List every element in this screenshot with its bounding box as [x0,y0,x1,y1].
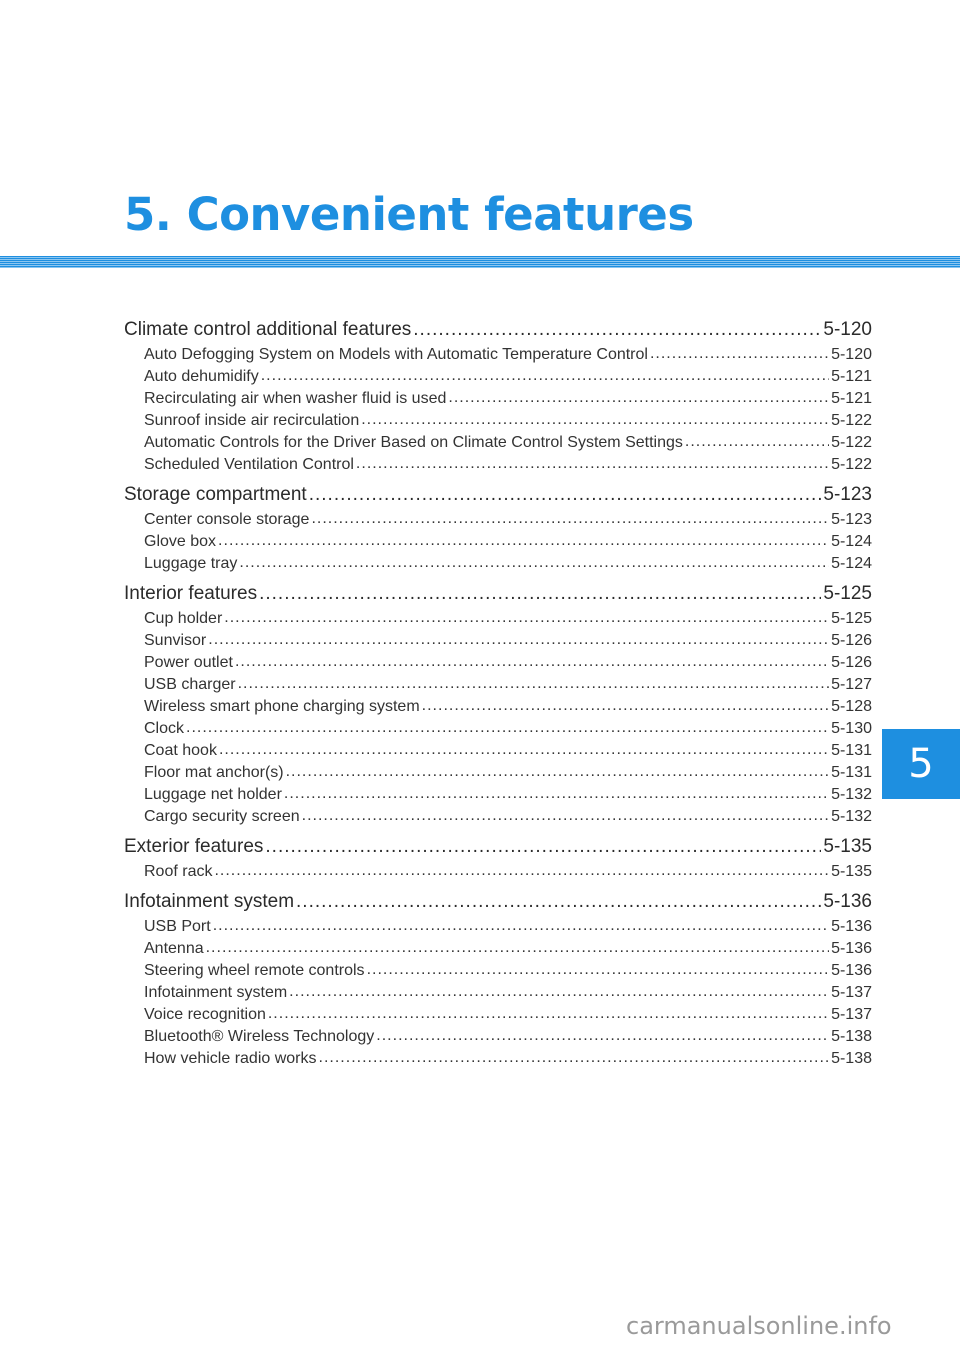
dot-leader [422,695,829,711]
dot-leader [261,365,829,381]
dot-leader [208,629,829,645]
dot-leader [206,937,829,953]
toc-sub-title: Scheduled Ventilation Control [144,456,354,473]
toc-sub-page: 5-121 [831,390,872,407]
toc-main-entry[interactable] [124,316,872,343]
dot-leader [259,580,821,599]
toc-sub-entry[interactable] [124,959,872,981]
toc-sub-page: 5-123 [831,511,872,528]
toc-sub-title: Center console storage [144,511,310,528]
dot-leader [309,481,822,500]
toc-sub-page: 5-120 [831,346,872,363]
toc-sub-page: 5-125 [831,610,872,627]
dot-leader [265,833,821,852]
toc-sub-entry[interactable] [124,695,872,717]
toc-sub-title: Cup holder [144,610,223,627]
toc-sub-title: Coat hook [144,742,217,759]
toc-main-page: 5-135 [823,836,872,857]
toc-sub-entry[interactable] [124,387,872,409]
dot-leader [356,453,829,469]
toc-main-title: Climate control additional features [124,319,412,340]
toc-main-page: 5-123 [823,484,872,505]
toc-sub-entry[interactable] [124,673,872,695]
toc-sub-page: 5-122 [831,412,872,429]
toc-section [124,833,872,882]
toc-sub-title: Steering wheel remote controls [144,962,365,979]
dot-leader [296,888,821,907]
toc-sub-title: Automatic Controls for the Driver Based on Climate Control System Settings [144,434,683,451]
dot-leader [284,783,829,799]
toc-main-title: Infotainment system [124,891,295,912]
toc-sub-page: 5-136 [831,962,872,979]
toc-sub-title: Voice recognition [144,1006,266,1023]
toc-sub-page: 5-130 [831,720,872,737]
toc-sub-page: 5-131 [831,742,872,759]
toc-sub-entry[interactable] [124,629,872,651]
toc-sub-entry[interactable] [124,530,872,552]
toc-sub-title: Antenna [144,940,204,957]
toc-sub-page: 5-136 [831,918,872,935]
toc-sub-entry[interactable] [124,431,872,453]
title-divider-bar [0,256,960,268]
toc-sub-page: 5-137 [831,984,872,1001]
toc-main-title: Interior features [124,583,258,604]
toc-sub-title: Luggage net holder [144,786,282,803]
dot-leader [367,959,830,975]
toc-sub-page: 5-126 [831,654,872,671]
toc-sub-title: Infotainment system [144,984,288,1001]
toc-sub-page: 5-122 [831,434,872,451]
toc-sub-page: 5-124 [831,533,872,550]
toc-sub-page: 5-136 [831,940,872,957]
toc-sub-page: 5-135 [831,863,872,880]
toc-main-entry[interactable] [124,833,872,860]
toc-sub-entry[interactable] [124,343,872,365]
dot-leader [235,651,829,667]
toc-sub-title: Luggage tray [144,555,238,572]
toc-sub-entry[interactable] [124,981,872,1003]
dot-leader [361,409,829,425]
toc-sub-entry[interactable] [124,739,872,761]
dot-leader [413,316,821,335]
toc-sub-page: 5-137 [831,1006,872,1023]
dot-leader [224,607,829,623]
toc-sub-page: 5-131 [831,764,872,781]
toc-sub-page: 5-132 [831,786,872,803]
toc-sub-page: 5-128 [831,698,872,715]
toc-section [124,888,872,1069]
toc-sub-entry[interactable] [124,783,872,805]
toc-sub-entry[interactable] [124,453,872,475]
toc-sub-page: 5-121 [831,368,872,385]
toc-sub-page: 5-132 [831,808,872,825]
toc-sub-title: Bluetooth® Wireless Technology [144,1028,375,1045]
toc-sub-entry[interactable] [124,409,872,431]
watermark: carmanualsonline.info [626,1312,892,1340]
dot-leader [650,343,829,359]
toc-main-entry[interactable] [124,481,872,508]
dot-leader [186,717,829,733]
toc-sub-title: Sunroof inside air recirculation [144,412,360,429]
toc-section [124,316,872,475]
toc-sub-title: Power outlet [144,654,233,671]
toc-sub-entry[interactable] [124,805,872,827]
toc-main-title: Exterior features [124,836,264,857]
toc-sub-page: 5-124 [831,555,872,572]
toc-sub-entry[interactable] [124,651,872,673]
toc-sub-entry[interactable] [124,717,872,739]
toc-sub-title: How vehicle radio works [144,1050,317,1067]
toc-sub-title: USB Port [144,918,211,935]
toc-sub-page: 5-122 [831,456,872,473]
toc-main-page: 5-136 [823,891,872,912]
toc-sub-entry[interactable] [124,761,872,783]
chapter-title: 5. Convenient features [124,188,694,241]
toc-sub-title: Wireless smart phone charging system [144,698,420,715]
dot-leader [311,508,829,524]
dot-leader [289,981,829,997]
table-of-contents [124,316,872,1075]
dot-leader [219,739,829,755]
dot-leader [268,1003,829,1019]
dot-leader [218,530,829,546]
toc-sub-entry[interactable] [124,915,872,937]
dot-leader [302,805,829,821]
toc-sub-page: 5-138 [831,1028,872,1045]
toc-sub-title: Auto dehumidify [144,368,259,385]
dot-leader [448,387,829,403]
dot-leader [213,915,829,931]
toc-main-entry[interactable] [124,888,872,915]
toc-sub-title: Auto Defogging System on Models with Automatic Temperature Control [144,346,648,363]
toc-main-entry[interactable] [124,580,872,607]
toc-main-page: 5-120 [823,319,872,340]
toc-sub-entry[interactable] [124,1003,872,1025]
dot-leader [238,673,829,689]
toc-main-title: Storage compartment [124,484,307,505]
toc-sub-entry[interactable] [124,365,872,387]
toc-sub-page: 5-126 [831,632,872,649]
toc-sub-title: Floor mat anchor(s) [144,764,284,781]
toc-sub-title: Glove box [144,533,217,550]
toc-section [124,481,872,574]
toc-sub-title: Roof rack [144,863,213,880]
toc-sub-title: USB charger [144,676,236,693]
dot-leader [239,552,829,568]
dot-leader [286,761,829,777]
toc-sub-title: Cargo security screen [144,808,300,825]
toc-sub-title: Clock [144,720,185,737]
toc-sub-entry[interactable] [124,552,872,574]
dot-leader [214,860,829,876]
chapter-tab[interactable] [882,729,960,799]
toc-sub-page: 5-138 [831,1050,872,1067]
toc-sub-title: Recirculating air when washer fluid is used [144,390,447,407]
dot-leader [685,431,829,447]
toc-sub-entry[interactable] [124,1047,872,1069]
toc-sub-entry[interactable] [124,1025,872,1047]
chapter-tab-number: 5 [908,741,934,787]
dot-leader [319,1047,830,1063]
dot-leader [376,1025,829,1041]
toc-sub-entry[interactable] [124,860,872,882]
toc-sub-entry[interactable] [124,508,872,530]
toc-sub-title: Sunvisor [144,632,207,649]
toc-sub-entry[interactable] [124,937,872,959]
toc-sub-entry[interactable] [124,607,872,629]
toc-section [124,580,872,827]
toc-sub-page: 5-127 [831,676,872,693]
toc-main-page: 5-125 [823,583,872,604]
